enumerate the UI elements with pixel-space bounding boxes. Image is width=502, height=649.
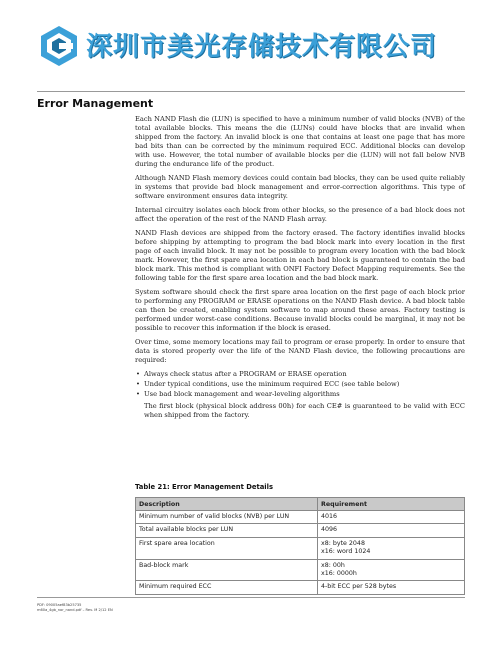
requirement-line: x16: word 1024 <box>321 548 371 556</box>
table-header-row <box>136 498 465 511</box>
footer-line: PDF: 09005aef83b25735 <box>37 603 82 607</box>
table-cell-description: Minimum required ECC <box>136 581 318 594</box>
table-row <box>136 537 465 559</box>
paragraph: Internal circuitry isolates each block from other blocks, so the presence of a bad block does not affect the operation of the rest of the NAND Flash array. <box>135 206 465 224</box>
requirement-line: x16: 0000h <box>321 570 357 578</box>
column-header: Requirement <box>318 498 465 511</box>
body-text <box>135 115 465 425</box>
table-row <box>136 581 465 594</box>
table-cell-requirement: 4-bit ECC per 528 bytes <box>318 581 465 594</box>
list-item: • Under typical conditions, use the minimum required ECC (see table below) <box>135 380 465 389</box>
table-cell-description: First spare area location <box>136 537 318 559</box>
list-item: • Use bad block management and wear-leveling algorithms <box>135 390 465 399</box>
requirement-line: x8: 00h <box>321 561 345 569</box>
footer-rule <box>37 597 465 598</box>
footer <box>37 603 113 612</box>
section-title: Error Management <box>37 97 154 110</box>
header-rule <box>37 91 465 92</box>
footer-line: m60a_4gb_nor_nand.pdf – Rev. M 2/12 EN <box>37 607 113 612</box>
table-title: Table 21: Error Management Details <box>135 483 273 491</box>
table-row <box>136 559 465 581</box>
table-cell-requirement: 4016 <box>318 511 465 524</box>
company-name: 深圳市美光存储技术有限公司 <box>86 32 438 62</box>
column-header: Description <box>136 498 318 511</box>
header-banner <box>0 0 502 82</box>
table-cell-requirement <box>318 537 465 559</box>
list-item: • Always check status after a PROGRAM or ERASE operation <box>135 370 465 379</box>
table-cell-description: Bad-block mark <box>136 559 318 581</box>
precautions-list <box>135 370 465 399</box>
paragraph: System software should check the first spare area location on the first page of each block prior to performing any PROGRAM or ERASE operations on the NAND Flash device. A bad block table can then be created, enabling system software to map around these areas. Factory testing is performed under worst-case conditions. Because invalid blocks could be marginal, it may not be possible to recover this information if the block is erased. <box>135 287 465 333</box>
paragraph: Each NAND Flash die (LUN) is specified to have a minimum number of valid blocks (NVB) of the total available blocks. This means the die (LUNs) could have blocks that are invalid when shipped from the factory. An invalid block is one that contains at least one page that has more bad bits than can be corrected by the minimum required ECC. Additional blocks can develop with use. However, the total number of available blocks per die (LUN) will not fall below NVB during the endurance life of the product. <box>135 115 465 169</box>
company-logo-icon <box>37 24 81 68</box>
requirement-line: x8: byte 2048 <box>321 539 365 547</box>
table-row <box>136 524 465 537</box>
table-cell-requirement: 4096 <box>318 524 465 537</box>
table-cell-description: Total available blocks per LUN <box>136 524 318 537</box>
closing-note: The first block (physical block address 00h) for each CE# is guaranteed to be valid with ECC when shipped from the factory. <box>144 401 465 419</box>
paragraph: Over time, some memory locations may fail to program or erase properly. In order to ensure that data is stored properly over the life of the NAND Flash device, the following precautions are required: <box>135 338 465 365</box>
paragraph: Although NAND Flash memory devices could contain bad blocks, they can be used quite reliably in systems that provide bad block management and error-correction algorithms. This type of software environment ensures data integrity. <box>135 174 465 201</box>
table-row <box>136 511 465 524</box>
paragraph: NAND Flash devices are shipped from the factory erased. The factory identifies invalid blocks before shipping by attempting to program the bad block mark into every location in the first page of each invalid block. It may not be possible to program every location with the bad block mark. However, the first spare area location in each bad block is guaranteed to contain the bad block mark. This method is compliant with ONFI Factory Defect Mapping requirements. See the following table for the first spare area location and the bad block mark. <box>135 228 465 283</box>
error-management-table <box>135 497 465 595</box>
table-cell-requirement <box>318 559 465 581</box>
table-cell-description: Minimum number of valid blocks (NVB) per LUN <box>136 511 318 524</box>
